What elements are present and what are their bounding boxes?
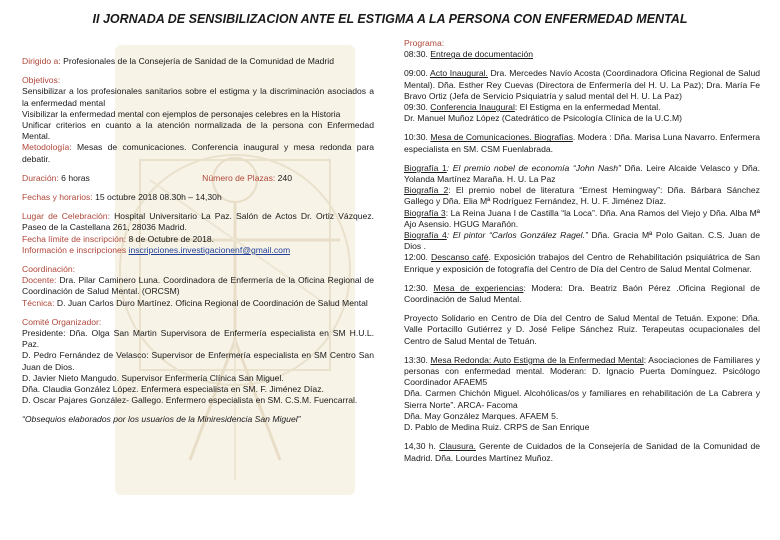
bio-2	[404, 185, 760, 207]
mesa-redonda-link[interactable]: Mesa Redonda: Auto Estigma de la Enfermedad Mental	[430, 354, 644, 365]
limite-paragraph	[22, 234, 374, 245]
duracion-plazas-row	[22, 173, 292, 184]
bio3-text: : La Reina Juana I de Castilla “la Loca”. Dña. Ana Ramos del Viejo y Dña. Alba Mª Ajo Asensio. HGUG Marañón.	[404, 207, 760, 229]
time-label: 10:30.	[404, 132, 428, 143]
left-column	[22, 56, 374, 426]
conferencia-speaker: Dr. Manuel Muñoz López (Catedrático de Psicología Clínica de la U.C.M)	[404, 113, 682, 124]
acto-inaugural-text: Dra. Mercedes Navío Acosta (Coordinadora Oficina Regional de Salud Mental). Dña. Esther Rey Cuevas (Directora de Enfermería del H. U. La Paz); Dra. María Fe Bravo Ortiz (Jefa de Servicio Psiquiatría y salud mental del H. U. La Paz)	[404, 68, 761, 101]
duracion-label: Duración:	[22, 172, 59, 183]
tecnica-label: Técnica:	[22, 297, 55, 308]
prog-1430	[404, 441, 760, 463]
bio-3	[404, 208, 760, 230]
prog-1230	[404, 283, 760, 305]
objetivo-item: Sensibilizar a los profesionales sanitarios sobre el estigma y la discriminación asociados a la enfermedad mental	[22, 86, 374, 108]
docente-value: Dra. Pilar Caminero Luna. Coordinadora de Enfermería de la Oficina Regional de Coordinación de Salud Mental. (ORCSM)	[22, 275, 374, 297]
mesa-comunicaciones-text: . Modera : Dña. Marisa Luna Navarro. Enfermera especialista en SM. CSM Fuenlabrada.	[404, 132, 760, 154]
prog-1200	[404, 252, 760, 274]
plazas-value: 240	[277, 172, 292, 183]
obsequios-note: “Obsequios elaborados por los usuarios de la Miniresidencia San Miguel”	[22, 414, 301, 425]
comite-item: D. Oscar Pajares González- Gallego. Enfermero especialista en SM. C.S.M. Fuencarral.	[22, 395, 358, 406]
time-label: 14,30 h.	[404, 441, 436, 452]
bio1-link[interactable]: Biografía 1	[404, 162, 447, 173]
tecnica-paragraph	[22, 298, 374, 309]
time-label: 12:00.	[404, 252, 428, 263]
coord-label: Coordinación:	[22, 264, 76, 275]
dirigido-label: Dirigido a:	[22, 56, 61, 66]
bio-4	[404, 230, 760, 252]
comite-item: D. Javier Nieto Mangudo. Supervisor Enfermería Clínica San Miguel.	[22, 372, 284, 383]
objetivo-item: Unificar criterios en cuanto a la atención normalizada de la persona con Enfermedad Mental.	[22, 120, 374, 142]
fechas-paragraph	[22, 192, 374, 203]
bio-1	[404, 163, 760, 185]
objetivos-label: Objetivos:	[22, 75, 61, 86]
comite-item: Dña. Claudia González López. Enfermera especialista en SM. F. Jiménez Díaz.	[22, 384, 324, 395]
dirigido-text: Profesionales de la Consejería de Sanidad de la Comunidad de Madrid	[63, 56, 334, 66]
mesa-comunicaciones-link[interactable]: Mesa de Comunicaciones. Biografías	[430, 132, 573, 143]
docente-label: Docente:	[22, 275, 57, 286]
prog-1330	[404, 355, 760, 389]
time-label: 09:30.	[404, 102, 428, 113]
bio2-text: : El premio nobel de literatura “Ernest Hemingway”: Dña. Bárbara Sánchez Gallego y Dña. Elia Mª Rodríguez Fernández, H. U. F. Jiménez Díaz.	[404, 185, 760, 207]
duracion-value: 6 horas	[61, 172, 90, 183]
metodologia-paragraph	[22, 142, 374, 164]
bio3-link[interactable]: Biografía 3	[404, 207, 446, 218]
lugar-value: Hospital Universitario La Paz. Salón de Actos Dr. Ortiz Vázquez. Paseo de la Castellana 261, 28036 Madrid.	[22, 211, 375, 233]
acto-inaugural-link[interactable]: Acto Inaugural.	[429, 68, 488, 79]
entrega-link[interactable]: Entrega de documentación	[430, 49, 534, 60]
clausura-text: Gerente de Cuidados de la Consejería de Sanidad de la Comunidad de Madrid. Dña. Lourdes Martínez Muñoz.	[404, 441, 761, 463]
fechas-label: Fechas y horarios:	[22, 192, 93, 203]
lugar-paragraph	[22, 211, 374, 233]
fechas-value: 15 octubre 2018 08.30h – 14,30h	[95, 192, 222, 203]
bio2-link[interactable]: Biografía 2	[404, 185, 449, 196]
bio4-link[interactable]: Biografía 4	[404, 230, 447, 241]
metodologia-text: Mesas de comunicaciones. Conferencia inaugural y mesa redonda para debatir.	[22, 142, 375, 164]
time-label: 08:30.	[404, 49, 428, 60]
clausura-link[interactable]: Clausura.	[439, 441, 476, 452]
comite-item: Presidente: Dña. Olga San Martin Supervisora de Enfermería especialista en SM H.U.L. Paz.	[22, 328, 374, 350]
prog-0830	[404, 49, 760, 60]
proyecto-text: Proyecto Solidario en Centro de Día del Centro de Salud Mental de Tetuán. Expone: Dña. Valle Portacillo Gutiérrez y D. José Felipe Sánchez Ruiz. Terapeutas ocupacionales del Centro de Salud Mental de Tetuán.	[404, 313, 760, 346]
docente-paragraph	[22, 275, 374, 297]
prog-0900	[404, 68, 760, 102]
comite-label: Comité Organizador:	[22, 316, 102, 327]
info-paragraph	[22, 245, 374, 256]
limite-label: Fecha límite de inscripción:	[22, 233, 127, 244]
conferencia-text: : El Estigma en la enfermedad Mental.	[514, 102, 661, 113]
conferencia-link[interactable]: Conferencia Inaugural	[430, 102, 515, 113]
prog-1030	[404, 132, 760, 154]
info-label: Información e inscripciones	[22, 244, 127, 255]
mesa-redonda-item: Dña. May González Marques. AFAEM 5.	[404, 410, 559, 421]
time-label: 09:00.	[404, 68, 428, 79]
programa-label: Programa:	[404, 38, 445, 48]
lugar-label: Lugar de Celebración:	[22, 211, 110, 222]
mesa-redonda-text: : Asociaciones de Familiares y personas con enfermedad mental. Moderan: D. Ignacio Puerta Domínguez. Psicólogo Coordinador AFAEM5	[404, 354, 761, 388]
prog-0930	[404, 102, 760, 113]
mesa-redonda-item: D. Pablo de Medina Ruiz. CRPS de San Enrique	[404, 422, 590, 433]
bio4-text: Dña. Gracia Mª Polo Gaitan. C.S. Juan de Dios .	[404, 230, 760, 252]
descanso-text: . Exposición trabajos del Centro de Rehabilitación psiquiátrica de San Enrique y exposición de fotografía del Centro de Día del Centro de Salud Mental Colmenar.	[404, 252, 760, 274]
mesa-redonda-item: Dña. Carmen Chichón Miguel. Alcohólicas/os y familiares en rehabilitación de La Cabrera y Sierra Norte”. ARCA- Facoma	[404, 388, 760, 410]
limite-value: 8 de Octubre de 2018.	[128, 233, 215, 244]
descanso-link[interactable]: Descanso café	[431, 252, 489, 263]
time-label: 13:30.	[404, 354, 428, 365]
dirigido-paragraph	[22, 56, 374, 67]
objetivo-item: Visibilizar la enfermedad mental con ejemplos de personajes celebres en la Historia	[22, 108, 341, 119]
comite-item: D. Pedro Fernández de Velasco: Supervisor de Enfermería especialista en SM Centro San Juan de Dios.	[22, 350, 374, 372]
right-column	[404, 38, 760, 464]
mesa-experiencias-text: : Modera: Dra. Beatriz Baón Pérez .Oficina Regional de Coordinación de Salud Mental.	[404, 282, 760, 305]
bio1-title: : El premio nobel de economía “John Nash”	[446, 162, 621, 173]
metodologia-label: Metodología:	[22, 142, 72, 153]
plazas-label: Número de Plazas:	[202, 172, 276, 183]
page-title: II JORNADA DE SENSIBILIZACION ANTE EL ESTIGMA A LA PERSONA CON ENFERMEDAD MENTAL	[92, 12, 688, 26]
time-label: 12:30.	[404, 282, 428, 293]
info-email-link[interactable]: inscripciones.investigacionenf@gmail.com	[128, 244, 291, 255]
tecnica-value: D. Juan Carlos Duro Martínez. Oficina Regional de Coordinación de Salud Mental	[56, 297, 368, 308]
mesa-experiencias-link[interactable]: Mesa de experiencias	[433, 282, 524, 293]
bio1-text: Dña. Leire Alcaide Velasco y Dña. Yolanda Martínez Maraña. H. U. La Paz	[404, 162, 760, 185]
bio4-title: : El pintor “Carlos González Ragel.”	[446, 230, 588, 241]
